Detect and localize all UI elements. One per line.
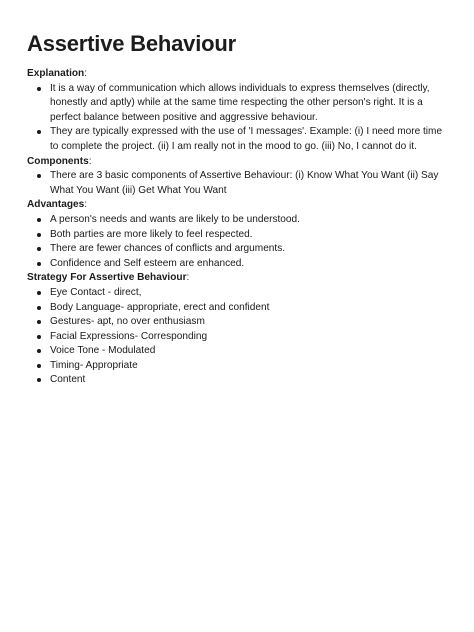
bullet-icon: [37, 218, 41, 222]
section-advantages: [27, 198, 447, 271]
section-strategy: [27, 271, 447, 388]
document-body: [27, 67, 447, 388]
bullet-icon: [37, 349, 41, 353]
list-item: They are typically expressed with the use of 'I messages'. Example: (i) I need more time to complete the project. (ii) I am really not in the mood to go. (iii) No, I cannot do it.: [27, 125, 447, 154]
list-item: Voice Tone - Modulated: [27, 344, 447, 359]
bullet-icon: [37, 378, 41, 382]
bullet-icon: [37, 306, 41, 310]
bullet-list: [27, 286, 447, 388]
bullet-icon: [37, 262, 41, 266]
section-components: [27, 155, 447, 199]
bullet-icon: [37, 87, 41, 91]
bullet-list: [27, 82, 447, 155]
bullet-icon: [37, 247, 41, 251]
list-item: Gestures- apt, no over enthusiasm: [27, 315, 447, 330]
list-item: Timing- Appropriate: [27, 359, 447, 374]
bullet-list: [27, 213, 447, 271]
section-heading: Components:: [27, 155, 92, 167]
list-item: There are 3 basic components of Assertive Behaviour: (i) Know What You Want (ii) Say What You Want (iii) Get What You Want: [27, 169, 447, 198]
bullet-icon: [37, 320, 41, 324]
list-item: Both parties are more likely to feel respected.: [27, 228, 447, 243]
list-item: A person's needs and wants are likely to be understood.: [27, 213, 447, 228]
bullet-icon: [37, 233, 41, 237]
section-heading: Explanation:: [27, 68, 88, 79]
list-item: There are fewer chances of conflicts and arguments.: [27, 242, 447, 257]
bullet-icon: [37, 335, 41, 339]
bullet-list: [27, 169, 447, 198]
section-heading: Advantages:: [27, 199, 88, 211]
bullet-icon: [37, 291, 41, 295]
section-heading: Strategy For Assertive Behaviour:: [27, 272, 190, 284]
bullet-icon: [37, 130, 41, 134]
list-item: Eye Contact - direct,: [27, 286, 447, 301]
list-item: Facial Expressions- Corresponding: [27, 330, 447, 345]
list-item: It is a way of communication which allows individuals to express themselves (directly, honestly and aptly) while at the same time respecting the other person's right. It is a perfect balance between positive and aggressive behaviour.: [27, 82, 447, 126]
bullet-icon: [37, 174, 41, 178]
list-item: Content: [27, 373, 447, 388]
list-item: Confidence and Self esteem are enhanced.: [27, 257, 447, 272]
bullet-icon: [37, 364, 41, 368]
section-explanation: [27, 67, 447, 155]
page-title: Assertive Behaviour: [27, 31, 236, 56]
list-item: Body Language- appropriate, erect and confident: [27, 301, 447, 316]
